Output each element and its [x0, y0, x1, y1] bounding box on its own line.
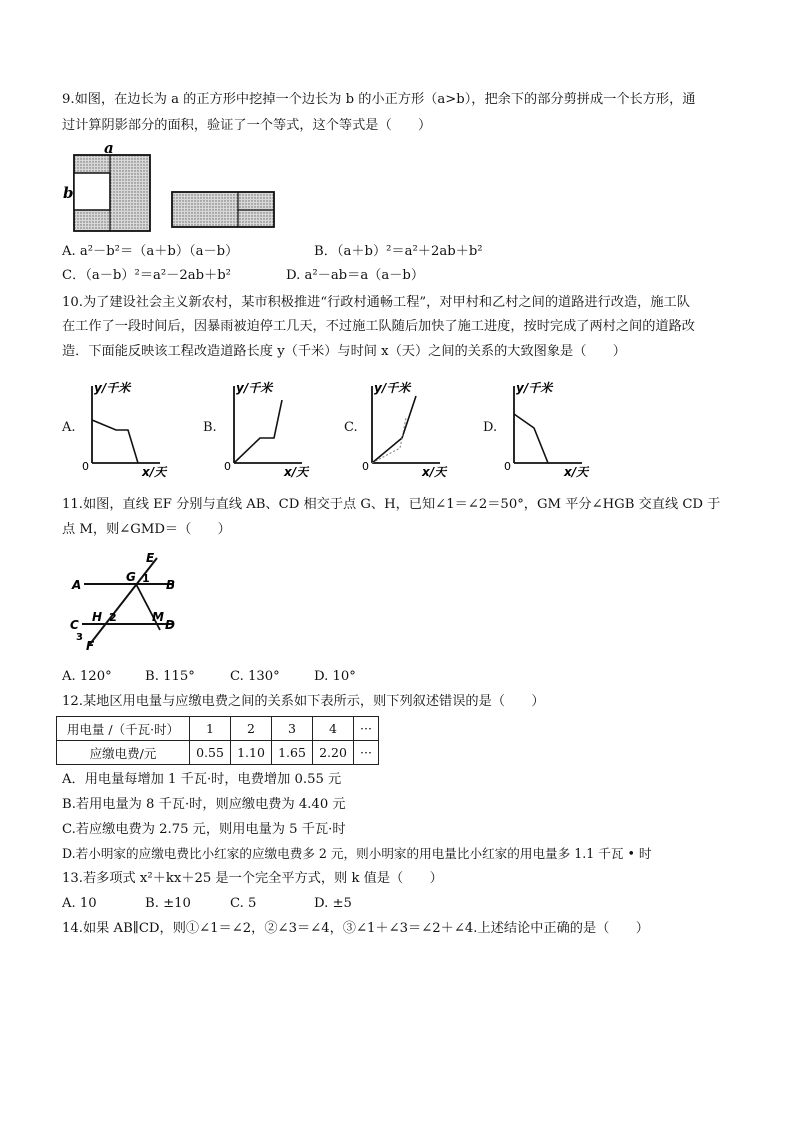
- table-row: [57, 717, 379, 741]
- q11-option-d: D. 10°: [314, 669, 356, 684]
- q10-graph-a-origin: 0: [82, 460, 89, 473]
- q13-option-d: D. ±5: [314, 896, 352, 911]
- q10-graph-c-xaxis: x/天: [422, 465, 447, 478]
- q11-label-f: F: [86, 639, 95, 653]
- table-cell: 1.65: [272, 741, 313, 765]
- table-cell: ···: [354, 741, 379, 765]
- q10-graph-c-yaxis: y/千米: [374, 381, 411, 395]
- q10-graph-b-yaxis: y/千米: [236, 381, 273, 395]
- q10-graph-c-origin: 0: [362, 460, 369, 473]
- q10-graph-b-origin: 0: [224, 460, 231, 473]
- q11-label-m: M: [152, 610, 164, 624]
- q11-label-h: H: [92, 610, 103, 624]
- q9-small-square: [74, 173, 110, 210]
- table-cell: 3: [272, 717, 313, 741]
- q10-graph-a-yaxis: y/千米: [94, 381, 131, 395]
- q9-option-c: C．（a－b）²＝a²－2ab＋b²: [62, 268, 231, 283]
- q10-graph-c: [360, 378, 460, 478]
- q10-graph-a: [80, 378, 180, 478]
- q13-line1: 13.若多项式 x²＋kx＋25 是一个完全平方式，则 k 值是（ ）: [62, 871, 443, 886]
- q11-option-c: C. 130°: [230, 669, 280, 684]
- q11-label-a: A: [72, 578, 82, 592]
- q10-line3: 造．下面能反映该工程改造道路长度 y（千米）与时间 x（天）之间的关系的大致图象是（ ）: [62, 344, 626, 359]
- q10-graph-d: [502, 378, 602, 478]
- q11-label-e: E: [146, 551, 155, 565]
- q10-graph-a-label: A.: [62, 420, 76, 435]
- q12-table: [56, 716, 379, 765]
- table-cell: 1: [190, 717, 231, 741]
- q10-line1: 10.为了建设社会主义新农村，某市积极推进“行政村通畅工程”，对甲村和乙村之间的道路进行改造，施工队: [62, 295, 690, 310]
- q10-graph-d-xaxis: x/天: [564, 465, 589, 478]
- q11-line2: 点 M，则∠GMD＝（ ）: [62, 522, 231, 537]
- table-cell: 2: [231, 717, 272, 741]
- q11-option-b: B. 115°: [145, 669, 195, 684]
- q12-option-b: B.若用电量为 8 千瓦·时，则应缴电费为 4.40 元: [62, 797, 346, 812]
- q11-label-3: 3: [76, 632, 83, 643]
- q9-line2: 过计算阴影部分的面积，验证了一个等式，这个等式是（ ）: [62, 118, 432, 133]
- table-cell: 4: [313, 717, 354, 741]
- q9-option-d: D. a²－ab＝a（a－b）: [286, 268, 425, 283]
- q9-line1: 9.如图，在边长为 a 的正方形中挖掉一个边长为 b 的小正方形（a>b），把余下的部分剪拼成一个长方形，通: [62, 92, 696, 107]
- q12-line1: 12.某地区用电量与应缴电费之间的关系如下表所示，则下列叙述错误的是（ ）: [62, 694, 545, 709]
- q14-line1: 14.如果 AB∥CD，则①∠1＝∠2，②∠3＝∠4，③∠1＋∠3＝∠2＋∠4.上述结论中正确的是（ ）: [62, 921, 649, 936]
- table-cell: 2.20: [313, 741, 354, 765]
- q11-label-d: D: [165, 618, 175, 632]
- q9-option-b: B．（a＋b）²＝a²＋2ab＋b²: [314, 244, 483, 259]
- q10-graph-d-label: D.: [483, 420, 498, 435]
- q10-graph-d-origin: 0: [504, 460, 511, 473]
- q11-option-a: A. 120°: [62, 669, 112, 684]
- q11-figure: [62, 548, 192, 656]
- table-cell: 用电量 /（千瓦·时）: [57, 717, 190, 741]
- q13-option-c: C. 5: [230, 896, 257, 911]
- q13-option-a: A. 10: [62, 896, 97, 911]
- q11-label-2: 2: [109, 611, 117, 624]
- q10-graph-b: [222, 378, 322, 478]
- q9-label-b: b: [63, 184, 74, 202]
- q11-label-c: C: [70, 618, 79, 632]
- q12-option-d: D.若小明家的应缴电费比小红家的应缴电费多 2 元，则小明家的用电量比小红家的用电量多 1.1 千瓦 • 时: [62, 846, 652, 861]
- table-row: [57, 741, 379, 765]
- table-cell: 应缴电费/元: [57, 741, 190, 765]
- table-cell: 0.55: [190, 741, 231, 765]
- q10-graph-d-yaxis: y/千米: [516, 381, 553, 395]
- q10-graph-a-xaxis: x/天: [142, 465, 167, 478]
- q10-line2: 在工作了一段时间后，因暴雨被迫停工几天，不过施工队随后加快了施工进度，按时完成了两村之间的道路改: [62, 319, 695, 334]
- q12-option-c: C.若应缴电费为 2.75 元，则用电量为 5 千瓦·时: [62, 822, 346, 837]
- q9-label-a: a: [104, 140, 114, 157]
- table-cell: 1.10: [231, 741, 272, 765]
- q11-label-b: B: [166, 578, 176, 592]
- q10-graph-c-label: C.: [344, 420, 358, 435]
- q11-label-1: 1: [142, 572, 150, 585]
- q12-option-a: A．用电量每增加 1 千瓦·时，电费增加 0.55 元: [62, 772, 342, 787]
- q9-figure: [62, 140, 287, 235]
- table-cell: ···: [354, 717, 379, 741]
- q9-option-a: A. a²－b²＝（a＋b）（a－b）: [62, 244, 239, 259]
- q11-label-g: G: [126, 570, 136, 584]
- q10-graph-b-xaxis: x/天: [284, 465, 309, 478]
- q11-line1: 11.如图，直线 EF 分别与直线 AB、CD 相交于点 G、H，已知∠1＝∠2＝50°，GM 平分∠HGB 交直线 CD 于: [62, 497, 721, 512]
- q13-option-b: B. ±10: [145, 896, 191, 911]
- q10-graph-b-label: B.: [203, 420, 217, 435]
